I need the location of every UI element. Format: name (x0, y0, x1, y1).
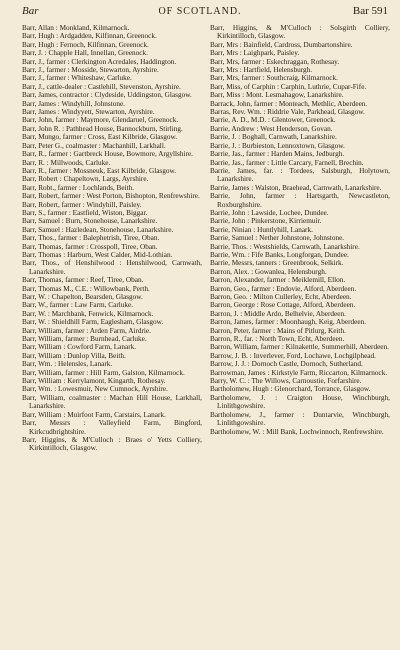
directory-entry: Barr, Mrs, farmer : Southcraig, Kilmarnock. (210, 74, 338, 83)
directory-entry: Barrie, James : Walston, Braehead, Carnwath, Lanarkshire. (210, 183, 382, 192)
directory-entry: Barr, R. : Millwoods, Carluke. (22, 158, 111, 167)
directory-entry: Barron, George : Rose Cottage, Alford, Aberdeen. (210, 301, 356, 310)
directory-entry: Barron, Peter, farmer : Mains of Pitlurg, Keith. (210, 326, 346, 335)
directory-entry: Barr, William, farmer : Arden Farm, Airdrie. (22, 326, 151, 335)
directory-entry: Barry, W. C. : The Willows, Carnoustie, Forfarshire. (210, 377, 362, 386)
running-head-right: Bar 591 (352, 5, 388, 17)
directory-entry: Barr, J., farmer : Whiteshaw, Carluke. (22, 74, 132, 83)
directory-entry: Barr, William, farmer : Burnhead, Carluke. (22, 335, 147, 344)
directory-entry: Barr, Thomas, farmer : Crosspoll, Tiree, Oban. (22, 242, 158, 251)
directory-entry: Barr, R., farmer : Mossneuk, East Kilbride, Glasgow. (22, 166, 177, 175)
directory-entry: Barron, Alex. : Gowanlea, Helensburgh. (210, 267, 327, 276)
directory-entry: Barr, William : Kerrylamont, Kingarth, Rothesay. (22, 377, 166, 386)
directory-entry: Barr, Samuel : Burn, Stonehouse, Lanarkshire. (22, 217, 158, 226)
directory-entry: Barrie, Samuel : Nether Johnstone, Johnstone. (210, 234, 345, 243)
directory-entry: Barr, Robt., farmer : Lochlands, Beith. (22, 183, 135, 192)
directory-entry: Barr, James : Windyyett, Stewarton, Ayrshire. (22, 108, 155, 117)
directory-entry: Barrie, Thos. : Westshields, Carnwath, Lanarkshire. (210, 242, 360, 251)
directory-entry: Barr, S., farmer : Eastfield, Wiston, Biggar. (22, 208, 148, 217)
directory-entry: Barrie, John, farmer : Hartsgarth, Newcastleton, Roxburghshire. (210, 192, 390, 209)
directory-entry: Barr, Higgins, & M'Culloch : Braes o' Yetts Colliery, Kirkintilloch, Glasgow. (22, 435, 202, 453)
directory-entry: Barrow, J. J. : Dornoch Castle, Dornoch, Sutherland. (210, 360, 363, 369)
directory-entry: Bartholomew, J., farmer : Duntarvie, Winchburgh, Linlithgowshire. (210, 410, 390, 428)
directory-entry: Barr, W. : Shieldhill Farm, Eaglesham, Glasgow. (22, 318, 164, 327)
directory-entry: Barron, Geo., farmer : Endovie, Alford, Aberdeen. (210, 284, 357, 293)
directory-entry: Barr, Hugh : Ardgadden, Kilfinnan, Greenock. (22, 32, 157, 41)
directory-entry: Barr, William : Muirfoot Farm, Carstairs, Lanark. (22, 410, 166, 419)
directory-entry: Barr, William : Dunlop Villa, Beith. (22, 351, 126, 360)
directory-entry: Barron, James, farmer : Moonhaugh, Keig, Aberdeen. (210, 318, 367, 327)
directory-entry: Barr, J., cattle-dealer : Castlehill, Stevenston, Ayrshire. (22, 82, 181, 91)
directory-entry: Barr, James, contractor : Clydeside, Uddingston, Glasgow. (22, 91, 192, 100)
directory-entry: Barras, Rev. Wm. : Riddrie Vale, Parkhead, Glasgow. (210, 108, 365, 117)
directory-entry: Barr, Thomas : Harburn, West Calder, Mid-Lothian. (22, 250, 173, 259)
directory-entry: Bartholomew, Hugh : Glenorchard, Torrance, Glasgow. (210, 385, 371, 394)
directory-entry: Barr, Mungo, farmer : Cross, East Kilbride, Glasgow. (22, 133, 178, 142)
directory-entry: Barrie, Andrew : West Henderson, Govan. (210, 124, 333, 133)
directory-entry: Barrie, A. D., M.D. : Glentower, Greenock. (210, 116, 336, 125)
directory-entry: Barr, Mrs, farmer : Eskechraggan, Rothesay. (210, 57, 340, 66)
directory-entry: Barr, R., farmer : Gartbreck House, Bowmore, Argyllshire. (22, 150, 193, 159)
directory-entry: Barr, Wm. : Helensles, Lanark. (22, 360, 113, 369)
directory-entry: Barr, Miss : Mont. Lesmahagow, Lanarkshire. (210, 91, 344, 100)
directory-entry: Barr, Thos., farmer : Balephetrish, Tiree, Oban. (22, 234, 160, 243)
directory-entry: Barr, John R. : Pathhead House, Bannockburn, Stirling. (22, 124, 183, 133)
running-head (0, 5, 400, 19)
directory-entry: Barr, John, farmer : Maymore, Glendaruel, Greenock. (22, 116, 179, 125)
directory-entry: Barr, J. : Chapple Hall, Innellan, Greenock. (22, 49, 148, 58)
directory-entry: Barrie, J. : Burbieston, Lennoxtown, Glasgow. (210, 141, 345, 150)
directory-entry: Barr, Thomas, farmer : Reef, Tiree, Oban. (22, 276, 144, 285)
directory-entry: Barron, Geo. : Milton Cullerley, Echt, Aberdeen. (210, 293, 352, 301)
directory-entry: Barr, W. : Marchbank, Fenwick, Kilmarnock. (22, 309, 154, 318)
running-head-left: Bar (22, 5, 39, 17)
directory-entry: Barr, Messrs : Valleyfield Farm, Bingford, Kirkcudbrightshire. (22, 419, 202, 436)
directory-entry: Barr, Mrs : Bainfield, Cardross, Dumbartonshire. (210, 40, 353, 49)
directory-entry: Barron, J. : Middle Ardo, Belhelvie, Aberdeen. (210, 309, 346, 318)
directory-entry: Barr, Thos., of Henshilwood : Henshilwood, Carnwath, Lanarkshire. (22, 259, 202, 276)
directory-entry: Barrie, Ninian : Huntlyhill, Lanark. (210, 225, 313, 234)
left-column (22, 24, 202, 644)
directory-entry: Barr, William, coalmaster : Machan Hill House, Larkhall, Lanarkshire. (22, 393, 202, 411)
directory-entry: Barrie, Messrs, tanners : Greenbrook, Selkirk. (210, 259, 344, 268)
directory-entry: Barr, Higgins, & M'Culloch : Solsgirth Colliery, Kirkintilloch, Glasgow. (210, 24, 390, 41)
directory-entry: Barr, William : Cowford Farm, Lanark. (22, 343, 137, 352)
directory-entry: Bartholomew, W. : Mill Bank, Lochwinnoch, Renfrewshire. (210, 427, 384, 436)
directory-entry: Barrowman, James : Kirkstyle Farm, Riccarton, Kilmarnock. (210, 368, 388, 377)
directory-entry: Barr, James : Windyhill, Johnstone. (22, 99, 125, 108)
directory-entry: Barr, Miss, of Carphin : Carphin, Luthrie, Cupar-Fife. (210, 82, 367, 91)
directory-entry: Barrie, Wm. : Fife Banks, Longforgan, Dundee. (210, 250, 349, 259)
directory-entry: Barron, R., far. : North Town, Echt, Aberdeen. (210, 335, 345, 344)
directory-entry: Barrow, J. B. : Inverlever, Ford, Lochawe, Lochgilphead. (210, 351, 376, 360)
directory-entry: Barrie, John : Lawside, Lochee, Dundee. (210, 208, 329, 217)
directory-entry: Barrie, Jas., farmer : Harden Mains, Jedburgh. (210, 150, 345, 159)
directory-entry: Barr, J., farmer : Mosside, Stewarton, Ayrshire. (22, 66, 159, 75)
directory-entry: Barr, Robert, farmer : West Porton, Bishopton, Renfrewshire. (22, 192, 200, 201)
directory-entry: Barrie, J. : Boghall, Carnwath, Lanarkshire. (210, 133, 337, 142)
directory-entry: Barr, Mrs : Hartfield, Helensburgh. (210, 66, 313, 75)
directory-entry: Barrie, John : Pinkerstone, Kirriemuir. (210, 217, 322, 226)
directory-entry: Barr, William, farmer : Hill Farm, Galston, Kilmarnock. (22, 368, 185, 377)
directory-entry: Barr, Mrs : Laighpark, Paisley. (210, 49, 300, 58)
directory-entry: Barr, Thomas M., C.E. : Willowbank, Perth. (22, 284, 150, 293)
right-column (210, 24, 390, 644)
directory-entry: Barr, Hugh : Fernoch, Kilfinnan, Greenock. (22, 40, 149, 49)
directory-entry: Barr, W. : Chapelton, Bearsden, Glasgow. (22, 293, 143, 301)
directory-entry: Barr, Allan : Monkland, Kilmarnock. (22, 24, 130, 32)
directory-entry: Barr, W., farmer : Law Farm, Carluke. (22, 301, 134, 310)
directory-entry: Barr, Wm. : Lowesmuir, New Cumnock, Ayrshire. (22, 385, 168, 394)
directory-entry: Bartholomew, J. : Craigton House, Winchburgh, Linlithgowshire. (210, 393, 390, 411)
directory-entry: Barrie, Jas., farmer : Little Carcary, Farnell, Brechin. (210, 158, 364, 167)
directory-entry: Barrie, James, far. : Tordees, Salsburgh, Holytown, Lanarkshire. (210, 166, 390, 184)
directory-entry: Barr, Samuel : Hazledean, Stonehouse, Lanarkshire. (22, 225, 174, 234)
directory-entry: Barr, Peter G., coalmaster : Machanhill, Larkhall. (22, 141, 166, 150)
directory-entry: Barron, Alexander, farmer : Meiklemill, Ellon. (210, 276, 346, 285)
running-head-title: OF SCOTLAND. (158, 6, 242, 17)
directory-entry: Barrack, John, farmer : Monteach, Methlic, Aberdeen. (210, 99, 368, 108)
directory-entry: Barron, William, farmer : Kilnakettle, Summerhill, Aberdeen. (210, 343, 389, 352)
directory-entry: Barr, J., farmer : Clerkington Acredales, Haddington. (22, 57, 177, 66)
directory-entry: Barr, Robert, farmer : Windyhill, Paisley. (22, 200, 142, 209)
directory-entry: Barr, Robert : Chapeltown, Largs, Ayrshire. (22, 175, 149, 184)
